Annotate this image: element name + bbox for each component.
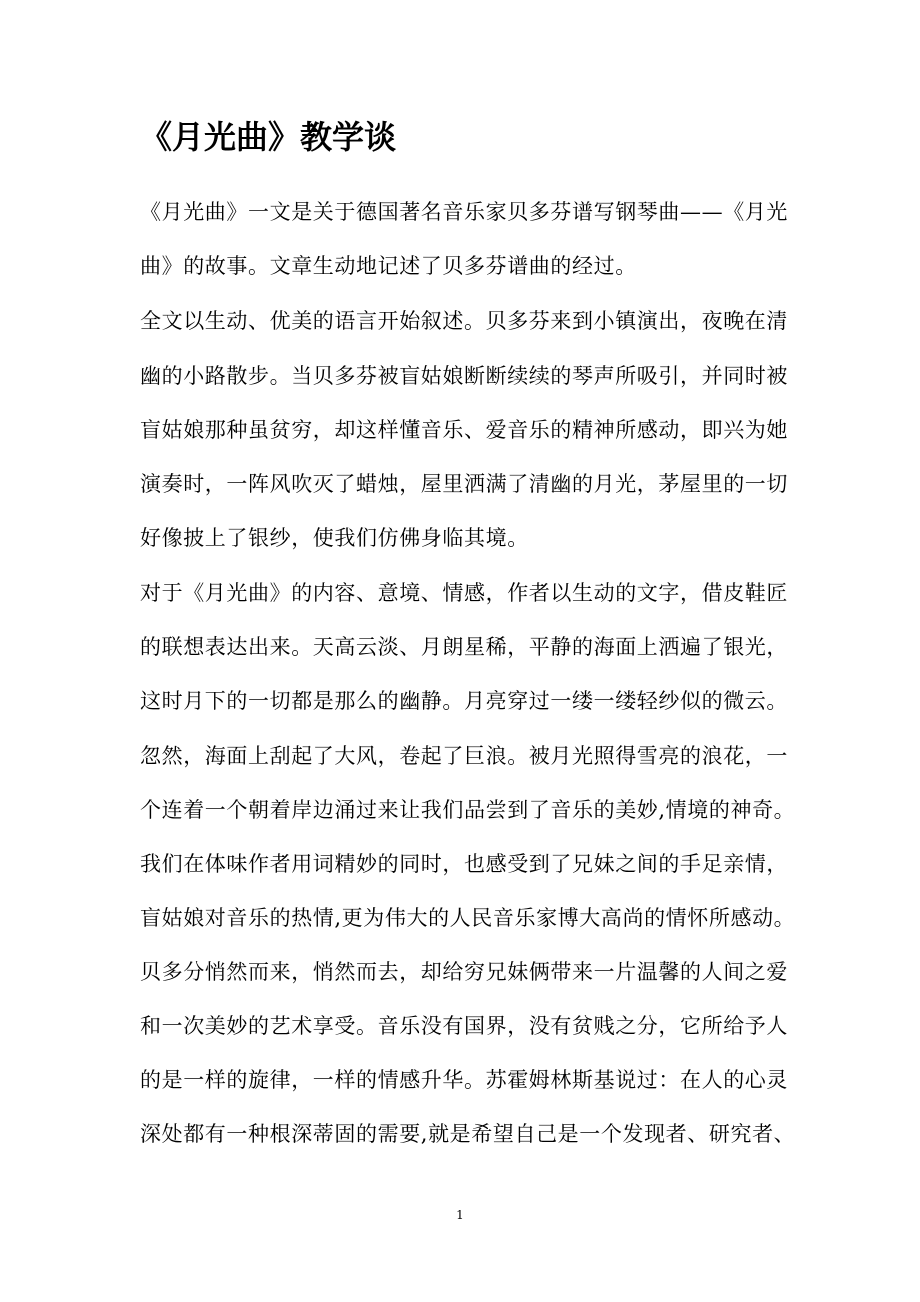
- paragraph-line: 演奏时，一阵风吹灭了蜡烛，屋里洒满了清幽的月光，茅屋里的一切: [140, 472, 788, 496]
- paragraph-line: 幽的小路散步。当贝多芬被盲姑娘断断续续的琴声所吸引，并同时被: [140, 364, 788, 388]
- paragraph-line: 忽然，海面上刮起了大风，卷起了巨浪。被月光照得雪亮的浪花，一: [140, 744, 788, 768]
- paragraph-line: 《月光曲》一文是关于德国著名音乐家贝多芬谱写钢琴曲——《月光: [140, 200, 788, 224]
- paragraph-line: 的是一样的旋律，一样的情感升华。苏霍姆林斯基说过：在人的心灵: [140, 1068, 788, 1092]
- paragraph-line: 我们在体味作者用词精妙的同时，也感受到了兄妹之间的手足亲情，: [140, 852, 788, 876]
- paragraph-line: 好像披上了银纱，使我们仿佛身临其境。: [140, 526, 529, 550]
- page-number: 1: [456, 1208, 464, 1222]
- paragraph-line: 全文以生动、优美的语言开始叙述。贝多芬来到小镇演出，夜晚在清: [140, 309, 788, 333]
- paragraph-line: 这时月下的一切都是那么的幽静。月亮穿过一缕一缕轻纱似的微云。: [140, 689, 788, 713]
- paragraph-line: 盲姑娘对音乐的热情,更为伟大的人民音乐家博大高尚的情怀所感动。: [140, 906, 796, 930]
- paragraph-line: 盲姑娘那种虽贫穷，却这样懂音乐、爱音乐的精神所感动，即兴为她: [140, 418, 788, 442]
- paragraph-line: 个连着一个朝着岸边涌过来让我们品尝到了音乐的美妙,情境的神奇。: [140, 798, 796, 822]
- paragraph-line: 贝多分悄然而来，悄然而去，却给穷兄妹俩带来一片温馨的人间之爱: [140, 960, 788, 984]
- paragraph-line: 和一次美妙的艺术享受。音乐没有国界，没有贫贱之分，它所给予人: [140, 1014, 788, 1038]
- paragraph-line: 的联想表达出来。天高云淡、月朗星稀，平静的海面上洒遍了银光，: [140, 635, 788, 659]
- document-title: 《月光曲》教学谈: [140, 118, 397, 156]
- paragraph-line: 深处都有一种根深蒂固的需要,就是希望自己是一个发现者、研究者、: [140, 1122, 796, 1146]
- paragraph-line: 曲》的故事。文章生动地记述了贝多芬谱曲的经过。: [140, 254, 637, 278]
- paragraph-line: 对于《月光曲》的内容、意境、情感，作者以生动的文字，借皮鞋匠: [140, 581, 788, 605]
